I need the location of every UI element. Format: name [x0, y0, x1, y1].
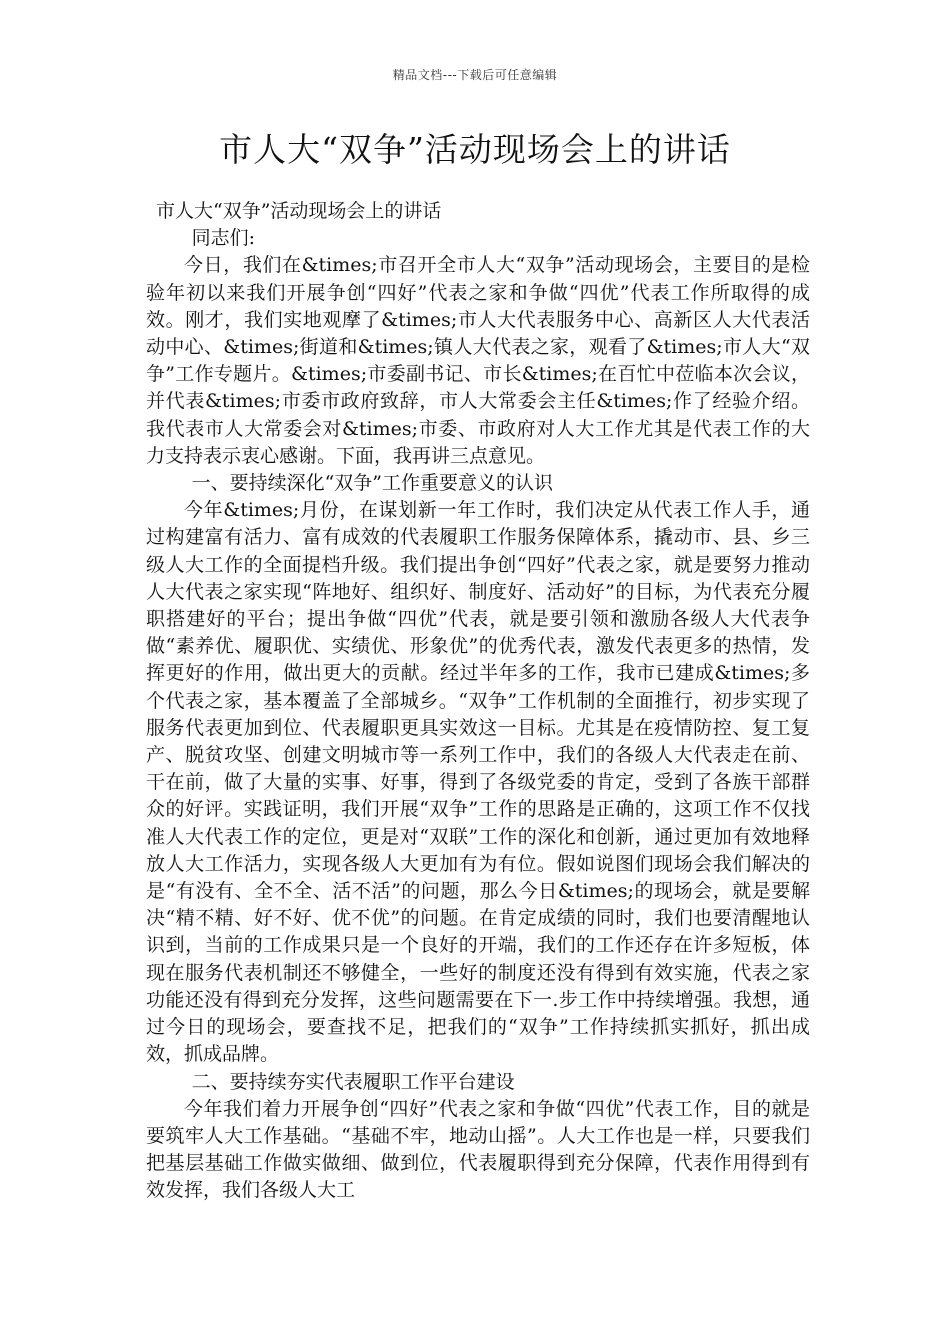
salutation: 同志们: — [191, 227, 255, 250]
paragraph-section-2: 今年我们着力开展争创“四好”代表之家和争做“四优”代表工作，目的就是要筑牢人大工作基础。“基础不牢，地动山摇”。人大工作也是一样，只要我们把基层基础工作做实做细、做到位，代表履职得到充分保障，代表作用得到有效发挥，我们各级人大工 — [146, 1097, 810, 1202]
section-heading-2: 二、要持续夯实代表履职工作平台建设 — [191, 1070, 515, 1093]
page-header: 精品文档---下载后可任意编辑 — [392, 68, 558, 82]
document-subtitle: 市人大“双争”活动现场会上的讲话 — [156, 200, 442, 222]
paragraph-section-1: 今年&times;月份，在谋划新一年工作时，我们决定从代表工作人手，通过构建富有活力、富有成效的代表履职工作服务保障体系，撬动市、县、乡三级人大工作的全面提档升级。我们提出争创“四好”代表之家，就是要努力推动人大代表之家实现“阵地好、组织好、制度好、活动好”的目标，为代表充分履职搭建好的平台；提出争做“四优”代表，就是要引领和激励各级人大代表争做“素养优、履职优、实绩优、形象优”的优秀代表，激发代表更多的热情，发挥更好的作用，做出更大的贡献。经过半年多的工作，我市已建成&times;多个代表之家，基本覆盖了全部城乡。“双争”工作机制的全面推行，初步实现了服务代表更加到位、代表履职更具实效这一目标。尤其是在疫情防控、复工复产、脱贫攻坚、创建文明城市等一系列工作中，我们的各级人大代表走在前、干在前，做了大量的实事、好事，得到了各级党委的肯定，受到了各族干部群众的好评。实践证明，我们开展“双争”工作的思路是正确的，这项工作不仅找准人大代表工作的定位，更是对“双联”工作的深化和创新，通过更加有效地释放人大工作活力，实现各级人大更加有为有位。假如说图们现场会我们解决的是“有没有、全不全、活不活”的问题，那么今日&times;的现场会，就是要解决“精不精、好不好、优不优”的问题。在肯定成绩的同时，我们也要清醒地认识到，当前的工作成果只是一个良好的开端，我们的工作还存在许多短板，体现在服务代表机制还不够健全，一些好的制度还没有得到有效实施，代表之家功能还没有得到充分发挥，这些问题需要在下一.步工作中持续增强。我想，通过今日的现场会，要查找不足，把我们的“双争”工作持续抓实抓好，抓出成效，抓成品牌。 — [146, 499, 810, 1066]
paragraph-opening: 今日，我们在&times;市召开全市人大“双争”活动现场会，主要目的是检验年初以来我们开展争创“四好”代表之家和争做“四优”代表工作所取得的成效。刚才，我们实地观摩了&times;市人大代表服务中心、高新区人大代表活动中心、&times;街道和&times;镇人大代表之家，观看了&times;市人大“双争”工作专题片。&times;市委副书记、市长&times;在百忙中莅临本次会议，并代表&times;市委市政府致辞，市人大常委会主任&times;作了经验介绍。我代表市人大常委会对&times;市委、市政府对人大工作尤其是代表工作的大力支持表示衷心感谢。下面，我再讲三点意见。 — [146, 254, 810, 467]
section-heading-1: 一、要持续深化“双争”工作重要意义的认识 — [191, 472, 554, 495]
document-body — [146, 198, 810, 1205]
document-title: 市人大“双争”活动现场会上的讲话 — [219, 130, 731, 169]
